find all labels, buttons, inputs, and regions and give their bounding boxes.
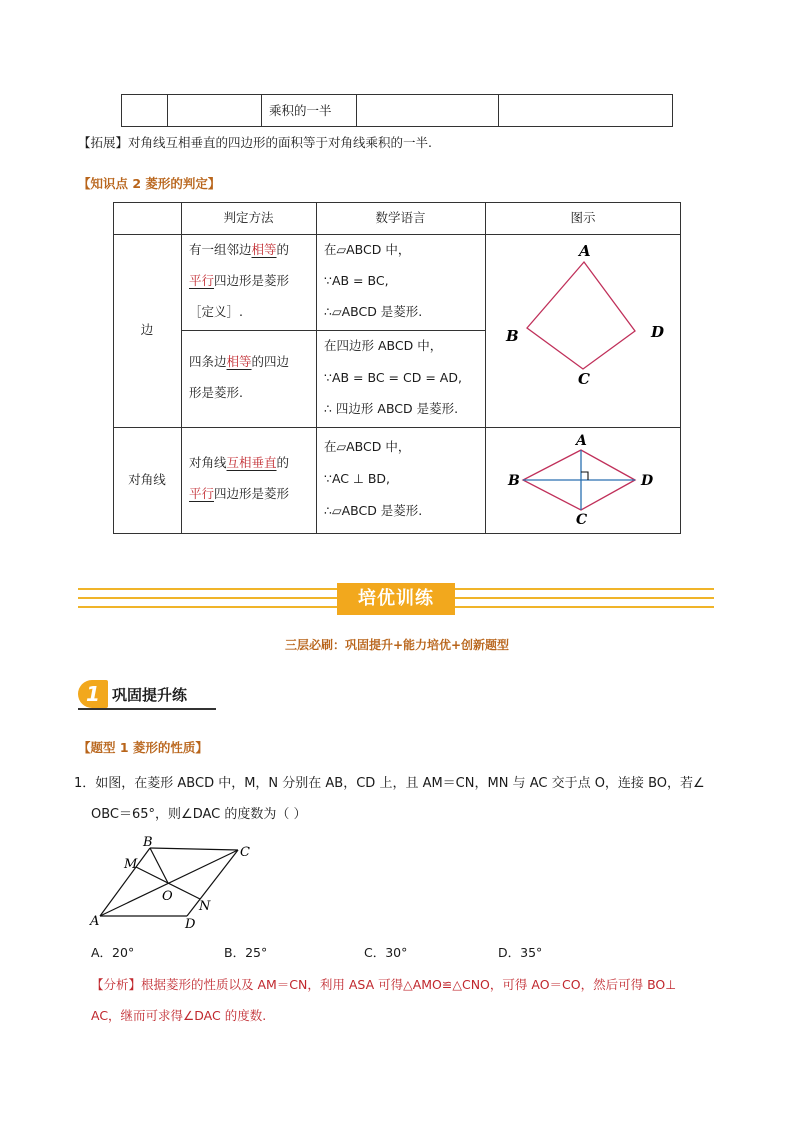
table-divider	[167, 95, 168, 126]
vertex-label: M	[124, 857, 138, 872]
vertex-label: A	[579, 242, 591, 260]
method-line: ［定义］.	[189, 304, 243, 319]
method-line: 形是菱形.	[189, 385, 243, 400]
rhombus-diagonal-figure	[486, 428, 680, 533]
method-line: 平行四边形是菱形	[189, 486, 290, 501]
segment	[187, 850, 238, 916]
math-line: ∴▱ABCD 是菱形.	[324, 304, 423, 319]
vertex-label: A	[90, 914, 100, 929]
math-line: 在▱ABCD 中，	[324, 439, 411, 454]
vertex-label: D	[651, 323, 665, 341]
vertex-label: C	[576, 512, 588, 528]
math-line: ∴▱ABCD 是菱形.	[324, 503, 423, 518]
row-label-diagonal: 对角线	[128, 472, 166, 487]
option-b[interactable]: B．25°	[224, 945, 268, 960]
math-line: 在▱ABCD 中，	[324, 242, 411, 257]
knowledge-heading: 【知识点 2 菱形的判定】	[78, 176, 221, 191]
row-label-side: 边	[140, 322, 154, 337]
option-a[interactable]: A．20°	[91, 945, 135, 960]
method-line: 有一组邻边相等的	[189, 242, 290, 257]
math-line: 在四边形 ABCD 中，	[324, 338, 443, 353]
expand-note: 【拓展】对角线互相垂直的四边形的面积等于对角线乘积的一半.	[78, 135, 432, 150]
section-title: 巩固提升练	[112, 686, 188, 704]
table-divider	[261, 95, 262, 126]
banner-subtitle: 三层必刷：巩固提升+能力培优+创新题型	[284, 638, 510, 652]
banner-title: 培优训练	[337, 583, 455, 615]
math-line: ∵AB = BC = CD = AD,	[324, 370, 462, 385]
rhombus-shape	[527, 262, 635, 369]
method-line: 对角线互相垂直的	[189, 455, 290, 470]
topic-heading: 【题型 1 菱形的性质】	[78, 740, 208, 755]
vertex-label: D	[641, 473, 654, 489]
option-d[interactable]: D．35°	[498, 945, 543, 960]
question-figure	[88, 834, 258, 930]
section-number-badge: 1	[78, 680, 108, 708]
vertex-label: A	[576, 433, 587, 449]
method-line: 平行四边形是菱形	[189, 273, 290, 288]
table-divider	[498, 95, 499, 126]
header-method: 判定方法	[223, 210, 274, 225]
vertex-label: C	[578, 370, 590, 388]
analysis-line: AC，继而可求得∠DAC 的度数.	[91, 1008, 267, 1023]
vertex-label: D	[185, 917, 196, 930]
segment-bo	[150, 848, 168, 883]
header-figure: 图示	[570, 210, 596, 225]
math-line: ∵AB = BC,	[324, 273, 389, 288]
math-line: ∴ 四边形 ABCD 是菱形.	[324, 401, 459, 416]
vertex-label: B	[506, 327, 519, 345]
math-line: ∵AC ⊥ BD,	[324, 471, 391, 486]
vertex-label: C	[240, 845, 250, 860]
vertex-label: B	[143, 835, 153, 850]
table-divider	[356, 95, 357, 126]
judgment-table	[113, 202, 681, 534]
vertex-label: B	[508, 473, 520, 489]
question-line: 1．如图，在菱形 ABCD 中，M，N 分别在 AB，CD 上，且 AM＝CN，MN 与 AC 交于点 O，连接 BO，若∠	[74, 776, 705, 791]
header-math: 数学语言	[375, 210, 426, 225]
option-c[interactable]: C．30°	[364, 945, 408, 960]
right-angle-icon	[581, 472, 588, 480]
section-underline	[78, 708, 216, 710]
analysis-line: 【分析】根据菱形的性质以及 AM＝CN，利用 ASA 可得△AMO≌△CNO，可得 AO＝CO，然后可得 BO⊥	[91, 977, 677, 992]
segment	[150, 848, 238, 850]
rhombus-figure	[486, 235, 680, 427]
table-cell: 乘积的一半	[269, 103, 332, 118]
method-line: 四条边相等的四边	[189, 354, 290, 369]
vertex-label: N	[199, 899, 211, 914]
vertex-label: O	[162, 889, 173, 904]
top-table-fragment	[121, 94, 673, 127]
question-line: OBC＝65°，则∠DAC 的度数为（ ）	[91, 807, 307, 822]
